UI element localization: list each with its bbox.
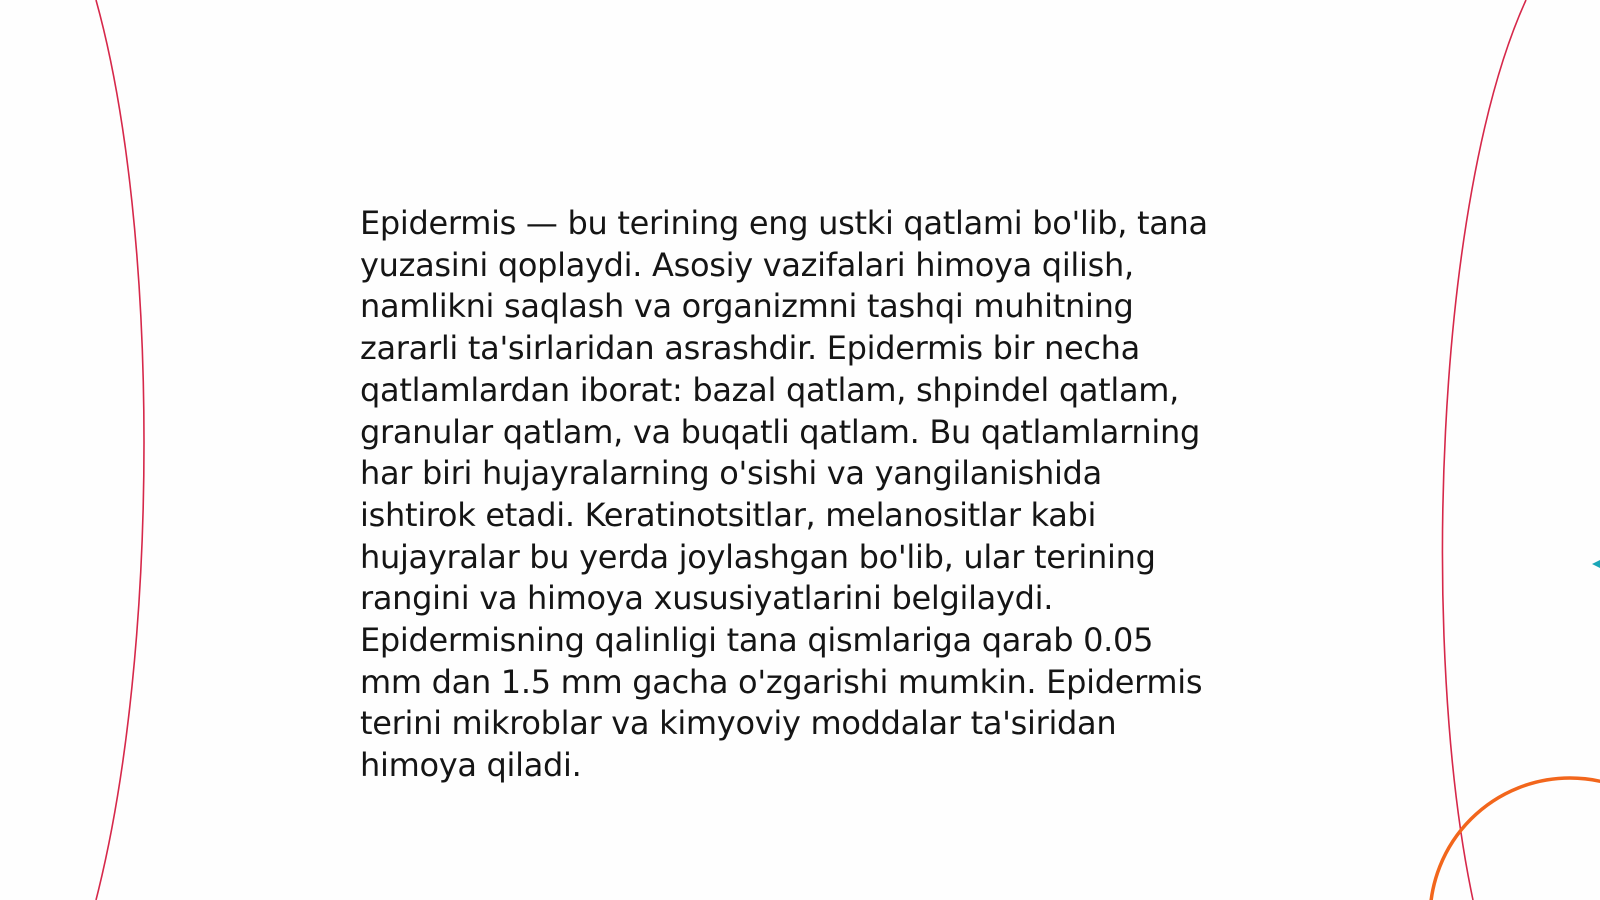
body-line: namlikni saqlash va organizmni tashqi muhitning: [360, 287, 1134, 326]
body-paragraph: [360, 203, 1260, 787]
body-line: ishtirok etadi. Keratinotsitlar, melanositlar kabi: [360, 495, 1097, 534]
body-line: mm dan 1.5 mm gacha o'zgarishi mumkin. Epidermis: [360, 662, 1203, 701]
body-line: qatlamlardan iborat: bazal qatlam, shpindel qatlam,: [360, 370, 1180, 409]
teal-accent: [1592, 560, 1600, 568]
body-line: himoya qiladi.: [360, 746, 582, 785]
body-line: Epidermisning qalinligi tana qismlariga qarab 0.05: [360, 621, 1154, 660]
body-line: Epidermis — bu terining eng ustki qatlami bo'lib, tana: [360, 204, 1208, 242]
body-line: har biri hujayralarning o'sishi va yangilanishida: [360, 454, 1102, 493]
body-line: rangini va himoya xususiyatlarini belgilaydi.: [360, 579, 1054, 618]
body-line: hujayralar bu yerda joylashgan bo'lib, ular terining: [360, 537, 1156, 576]
right-curve: [1442, 0, 1526, 900]
left-curve: [96, 0, 144, 900]
body-line: zararli ta'sirlaridan asrashdir. Epidermis bir necha: [360, 329, 1140, 368]
body-line: yuzasini qoplaydi. Asosiy vazifalari himoya qilish,: [360, 245, 1134, 284]
body-line: terini mikroblar va kimyoviy moddalar ta'siridan: [360, 704, 1117, 743]
body-line: granular qatlam, va buqatli qatlam. Bu qatlamlarning: [360, 412, 1200, 451]
